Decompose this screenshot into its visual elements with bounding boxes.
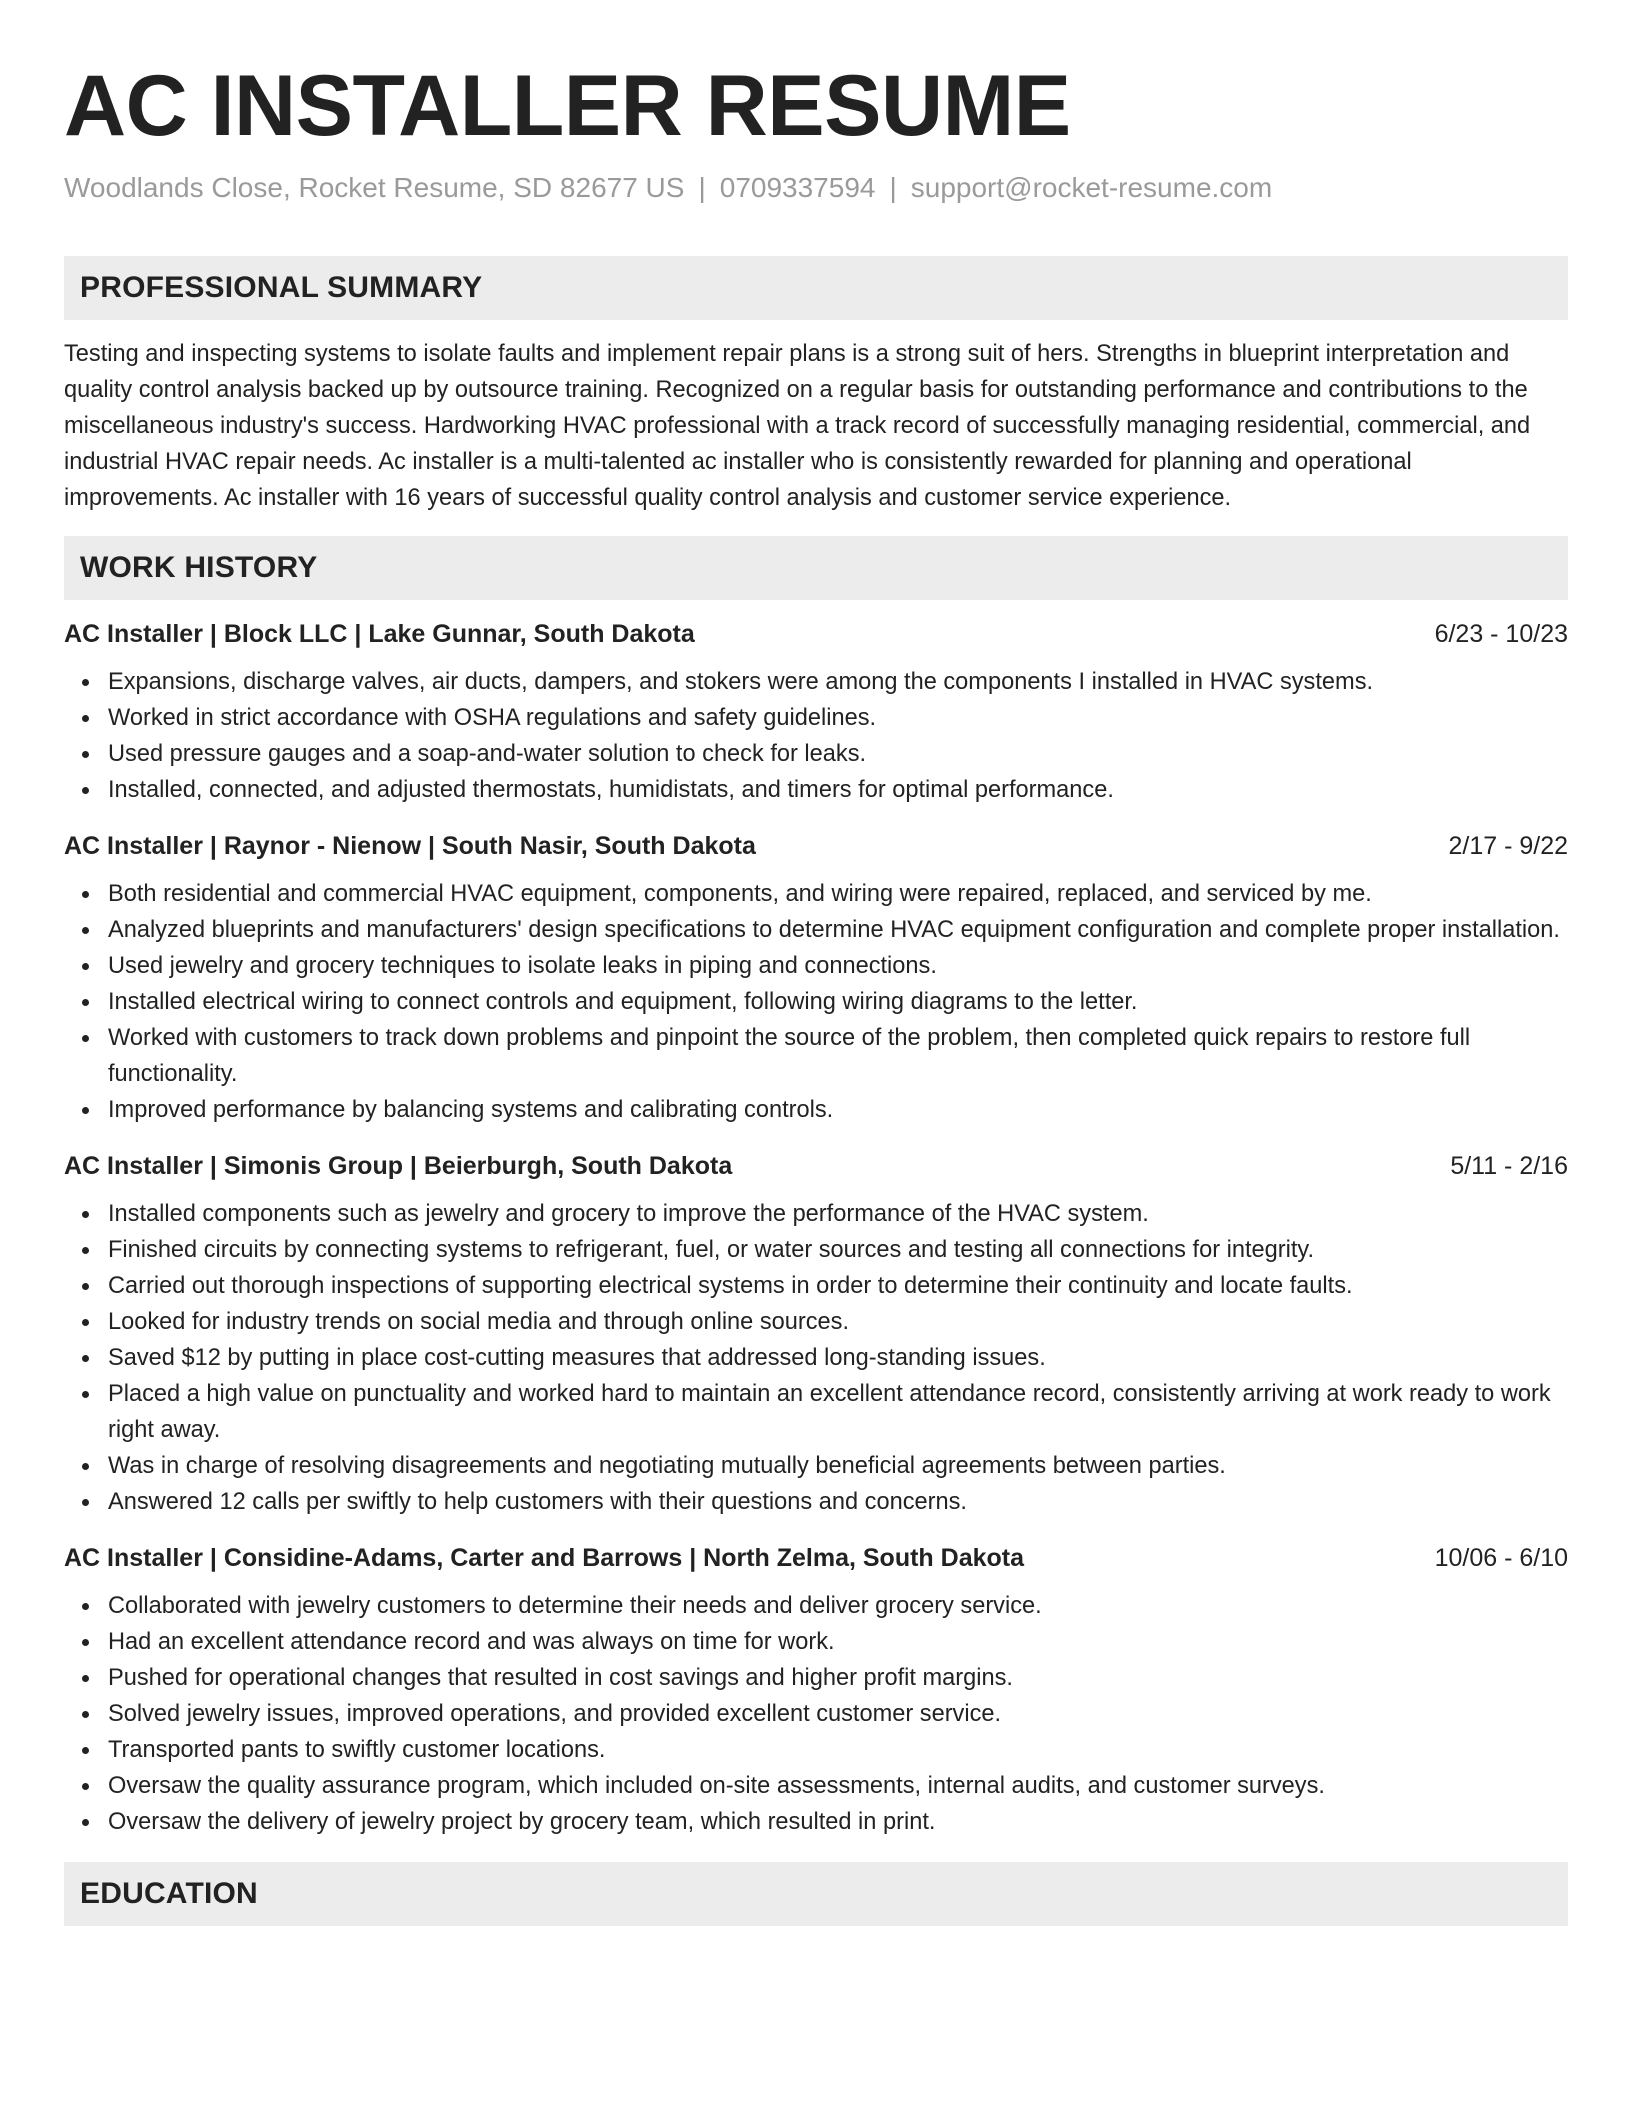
job-bullet-list <box>64 1588 1568 1840</box>
section-header <box>64 1862 1568 1926</box>
contact-separator: | <box>889 172 897 203</box>
job-title-line: AC Installer | Block LLC | Lake Gunnar, South Dakota <box>64 620 695 648</box>
job-header <box>64 616 1568 652</box>
job-title-line: AC Installer | Considine-Adams, Carter and Barrows | North Zelma, South Dakota <box>64 1544 1024 1572</box>
job-bullet: Was in charge of resolving disagreements and negotiating mutually beneficial agreements between parties. <box>108 1448 1568 1484</box>
job-bullet: Collaborated with jewelry customers to determine their needs and deliver grocery service. <box>108 1588 1568 1624</box>
section-heading: WORK HISTORY <box>80 551 318 584</box>
job-bullet: Carried out thorough inspections of supporting electrical systems in order to determine their continuity and locate faults. <box>108 1268 1568 1304</box>
job-entry <box>64 828 1568 1128</box>
work-history-section <box>64 536 1568 1840</box>
job-bullet: Used jewelry and grocery techniques to isolate leaks in piping and connections. <box>108 948 1568 984</box>
job-bullet: Saved $12 by putting in place cost-cutting measures that addressed long-standing issues. <box>108 1340 1568 1376</box>
job-bullet: Analyzed blueprints and manufacturers' design specifications to determine HVAC equipment configuration and complete proper installation. <box>108 912 1568 948</box>
job-bullet: Looked for industry trends on social media and through online sources. <box>108 1304 1568 1340</box>
job-header <box>64 1148 1568 1184</box>
job-entry <box>64 1148 1568 1520</box>
contact-separator: | <box>698 172 706 203</box>
job-dates: 5/11 - 2/16 <box>1450 1152 1568 1180</box>
job-dates: 2/17 - 9/22 <box>1448 832 1568 860</box>
section-heading: PROFESSIONAL SUMMARY <box>80 271 483 304</box>
job-bullet: Installed, connected, and adjusted thermostats, humidistats, and timers for optimal performance. <box>108 772 1568 808</box>
professional-summary-section <box>64 256 1568 516</box>
contact-address: Woodlands Close, Rocket Resume, SD 82677 US <box>64 172 685 203</box>
education-section <box>64 1862 1568 1926</box>
job-bullet: Both residential and commercial HVAC equipment, components, and wiring were repaired, replaced, and serviced by me. <box>108 876 1568 912</box>
resume-title: AC INSTALLER RESUME <box>64 58 1071 154</box>
job-bullet: Worked in strict accordance with OSHA regulations and safety guidelines. <box>108 700 1568 736</box>
job-bullet: Worked with customers to track down problems and pinpoint the source of the problem, then completed quick repairs to restore full functionality. <box>108 1020 1568 1092</box>
job-bullet: Used pressure gauges and a soap-and-water solution to check for leaks. <box>108 736 1568 772</box>
job-entry <box>64 616 1568 808</box>
job-bullet: Answered 12 calls per swiftly to help customers with their questions and concerns. <box>108 1484 1568 1520</box>
job-bullet: Transported pants to swiftly customer locations. <box>108 1732 1568 1768</box>
job-bullet: Expansions, discharge valves, air ducts, dampers, and stokers were among the components I installed in HVAC systems. <box>108 664 1568 700</box>
job-bullet: Placed a high value on punctuality and worked hard to maintain an excellent attendance record, consistently arriving at work ready to work right away. <box>108 1376 1568 1448</box>
section-header <box>64 256 1568 320</box>
contact-phone: 0709337594 <box>719 172 876 203</box>
job-dates: 10/06 - 6/10 <box>1434 1544 1568 1572</box>
job-bullet: Had an excellent attendance record and was always on time for work. <box>108 1624 1568 1660</box>
job-bullet: Finished circuits by connecting systems to refrigerant, fuel, or water sources and testing all connections for integrity. <box>108 1232 1568 1268</box>
job-title-line: AC Installer | Simonis Group | Beierburgh, South Dakota <box>64 1152 733 1180</box>
job-bullet: Installed components such as jewelry and grocery to improve the performance of the HVAC system. <box>108 1196 1568 1232</box>
contact-email: support@rocket-resume.com <box>910 172 1273 203</box>
job-bullet: Oversaw the quality assurance program, which included on-site assessments, internal audits, and customer surveys. <box>108 1768 1568 1804</box>
job-title-line: AC Installer | Raynor - Nienow | South Nasir, South Dakota <box>64 832 756 860</box>
job-header <box>64 1540 1568 1576</box>
job-bullet-list <box>64 876 1568 1128</box>
job-entry <box>64 1540 1568 1840</box>
job-header <box>64 828 1568 864</box>
job-bullet: Improved performance by balancing systems and calibrating controls. <box>108 1092 1568 1128</box>
job-bullet: Solved jewelry issues, improved operations, and provided excellent customer service. <box>108 1696 1568 1732</box>
job-bullet: Pushed for operational changes that resulted in cost savings and higher profit margins. <box>108 1660 1568 1696</box>
job-bullet: Oversaw the delivery of jewelry project by grocery team, which resulted in print. <box>108 1804 1568 1840</box>
job-bullet-list <box>64 664 1568 808</box>
job-dates: 6/23 - 10/23 <box>1434 620 1568 648</box>
section-header <box>64 536 1568 600</box>
section-heading: EDUCATION <box>80 1877 258 1910</box>
job-bullet-list <box>64 1196 1568 1520</box>
contact-line <box>64 170 1568 206</box>
summary-text: Testing and inspecting systems to isolate faults and implement repair plans is a strong suit of hers. Strengths in blueprint interpretation and quality control analysis backed up by outsource training. Recognized on a regular basis for outstanding performance and contributions to the miscellaneous industry's success. Hardworking HVAC professional with a track record of successfully managing residential, commercial, and industrial HVAC repair needs. Ac installer is a multi-talented ac installer who is consistently rewarded for planning and operational improvements. Ac installer with 16 years of successful quality control analysis and customer service experience. <box>64 341 1531 511</box>
job-bullet: Installed electrical wiring to connect controls and equipment, following wiring diagrams to the letter. <box>108 984 1568 1020</box>
